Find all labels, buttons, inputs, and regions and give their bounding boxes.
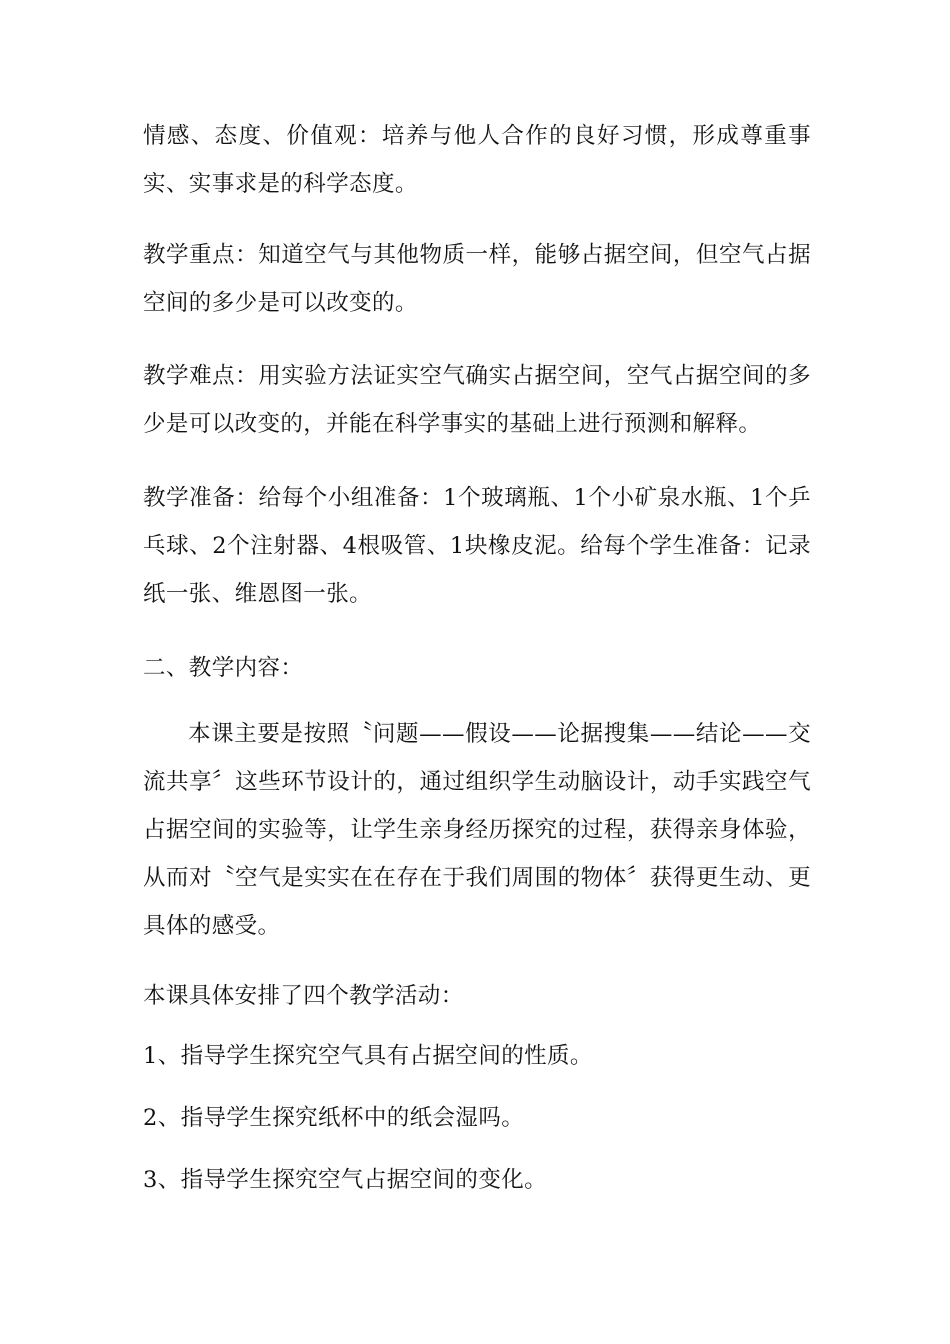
list-item-activity-2: 2、指导学生探究纸杯中的纸会湿吗。 (143, 1105, 525, 1131)
paragraph-activities-intro: 本课具体安排了四个教学活动： (143, 983, 464, 1009)
paragraph-teaching-difficulty: 教学难点：用实验方法证实空气确实占据空间，空气占据空间的多少是可以改变的，并能在科学事实的基础上进行预测和解释。 (143, 363, 811, 437)
paragraph-teaching-preparation: 教学准备：给每个小组准备：1个玻璃瓶、1个小矿泉水瓶、1个乒乓球、2个注射器、4根吸管、1块橡皮泥。给每个学生准备：记录纸一张、维恩图一张。 (143, 485, 811, 607)
list-item-activity-3: 3、指导学生探究空气占据空间的变化。 (143, 1167, 548, 1193)
paragraph-attitude-values: 情感、态度、价值观：培养与他人合作的良好习惯，形成尊重事实、实事求是的科学态度。 (143, 123, 811, 197)
list-item-activity-1: 1、指导学生探究空气具有占据空间的性质。 (143, 1043, 593, 1069)
paragraph-content-intro: 本课主要是按照〝问题——假设——论据搜集——结论——交流共享〞这些环节设计的，通过组织学生动脑设计，动手实践空气占据空间的实验等，让学生亲身经历探究的过程，获得亲身体验，从而对〝空气是实实在在存在于我们周围的物体〞获得更生动、更具体的感受。 (143, 721, 811, 939)
section-heading-teaching-content: 二、教学内容： (143, 655, 304, 681)
paragraph-teaching-key-point: 教学重点：知道空气与其他物质一样，能够占据空间，但空气占据空间的多少是可以改变的。 (143, 242, 811, 316)
